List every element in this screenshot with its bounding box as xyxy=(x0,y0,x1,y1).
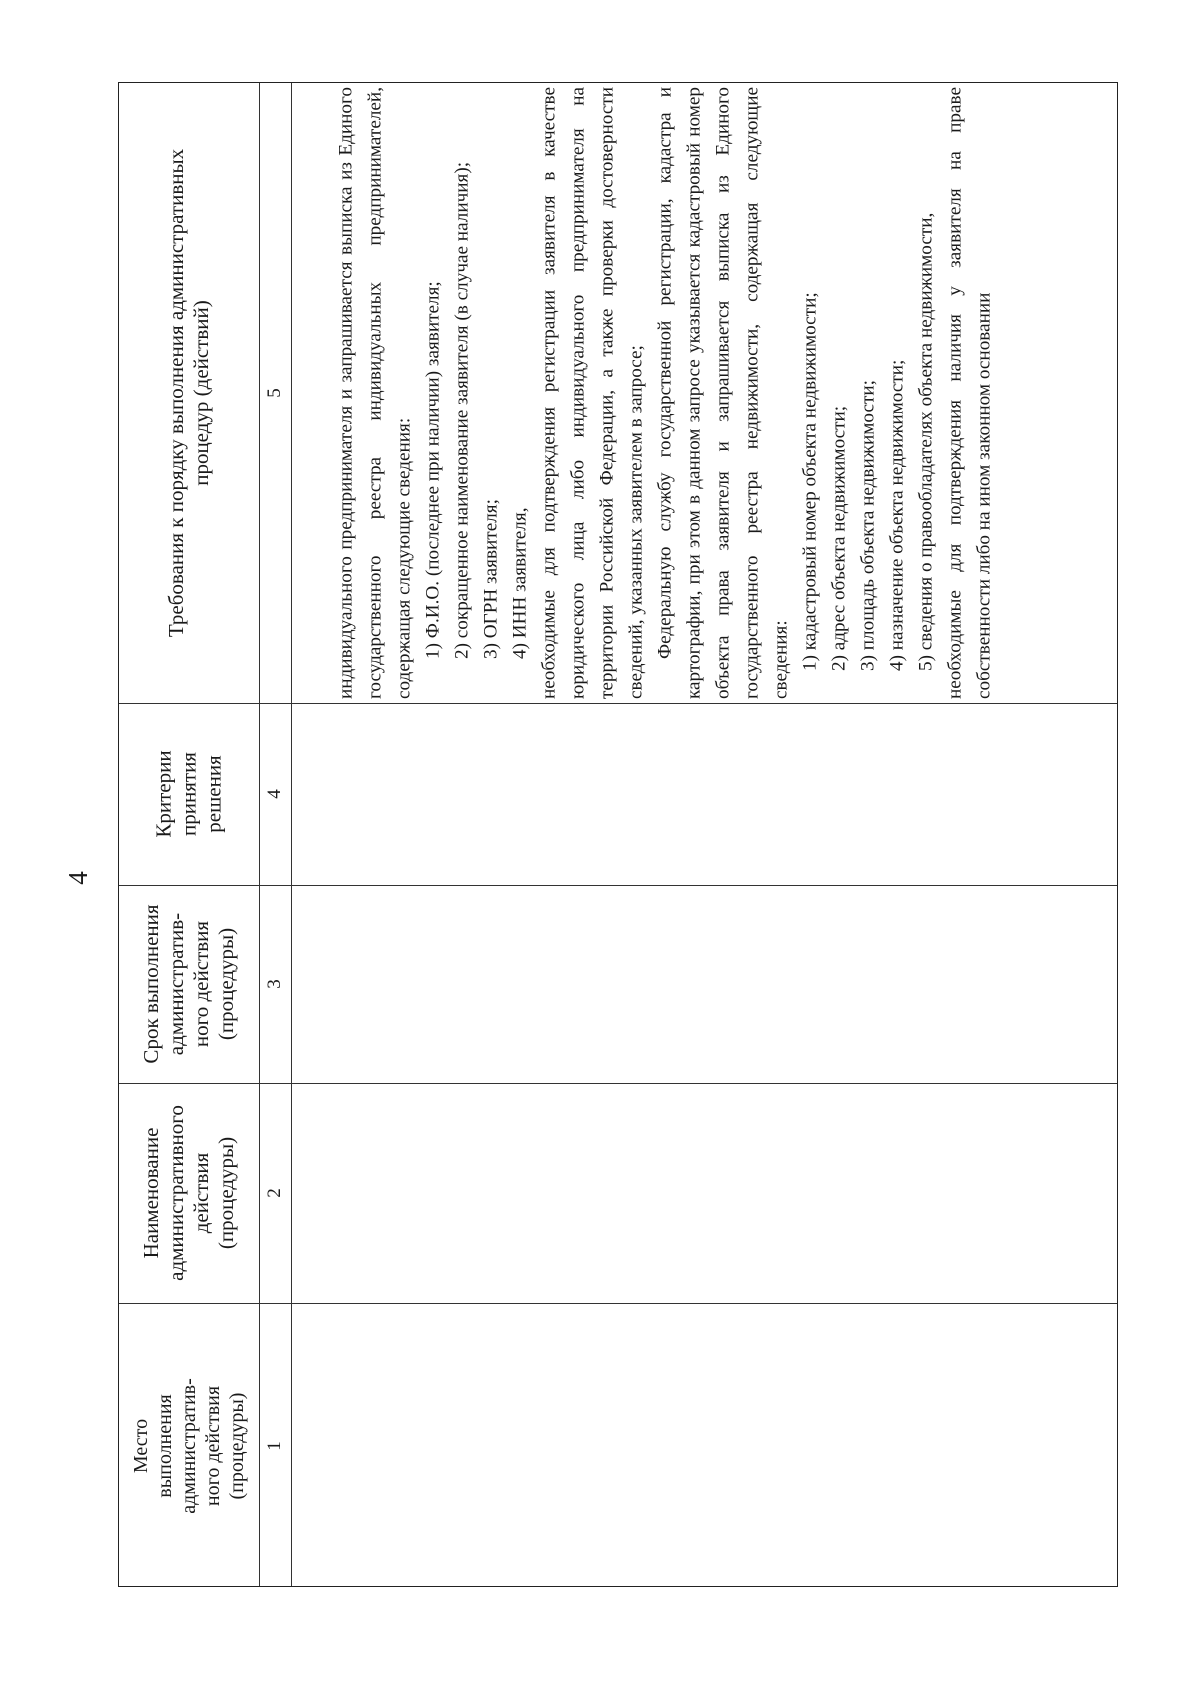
paragraph: 2) адрес объекта недвижимости; xyxy=(828,405,850,671)
header-text: Место xyxy=(130,1418,152,1473)
paragraph: 3) ОГРН заявителя; xyxy=(480,499,502,659)
paragraph: 4) ИНН заявителя, xyxy=(509,507,531,659)
column-number-text: 4 xyxy=(264,789,285,799)
paragraph: 4) назначение объекта недвижимости; xyxy=(886,359,908,671)
header-text: ного действия xyxy=(202,1385,224,1506)
column-number-5 xyxy=(259,83,291,703)
paragraph: необходимые для подтверждения наличия у заявителя на праве собственности либо на ином законном основании xyxy=(944,87,995,699)
header-text: (процедуры) xyxy=(214,927,238,1041)
paragraph: Федеральную службу государственной регистрации, кадастра и картографии, при этом в данном запросе указывается кадастровый номер объекта права заявителя и запрашивается выписка из Единого государственного реестра недвижимости, содержащая следующие сведения: xyxy=(654,87,792,699)
header-cell-place xyxy=(119,1303,259,1588)
header-text: Требования к порядку выполнения административных xyxy=(164,148,188,638)
paragraph: 1) кадастровый номер объекта недвижимости; xyxy=(799,292,821,671)
header-text: административного xyxy=(164,1105,188,1281)
column-number-text: 3 xyxy=(264,979,285,989)
column-number-2 xyxy=(259,1083,291,1303)
header-cell-requirements xyxy=(119,83,259,703)
column-number-3 xyxy=(259,885,291,1083)
page-number: 4 xyxy=(63,871,93,885)
requirements-text xyxy=(332,83,1077,703)
header-cell-action-name xyxy=(119,1083,259,1303)
header-cell-criteria xyxy=(119,703,259,885)
paragraph: 1) Ф.И.О. (последнее при наличии) заявителя; xyxy=(422,281,444,659)
column-number-text: 1 xyxy=(264,1440,285,1451)
paragraph: 5) сведения о правообладателях объекта недвижимости, xyxy=(915,212,937,671)
header-text: административ- xyxy=(178,1377,200,1514)
header-text: административ- xyxy=(164,912,188,1056)
header-cell-deadline xyxy=(119,885,259,1083)
header-text: (процедуры) xyxy=(226,1392,248,1499)
column-number-text: 2 xyxy=(264,1188,285,1198)
header-text: действия xyxy=(189,1152,213,1234)
column-number-1 xyxy=(259,1303,291,1588)
paragraph: индивидуального предпринимателя и запрашивается выписка из Единого государственного реестра индивидуальных предпринимателей, содержащая следующие сведения: xyxy=(335,87,415,699)
header-text: ного действия xyxy=(189,920,213,1048)
header-text: принятия xyxy=(176,752,201,836)
column-number-4 xyxy=(259,703,291,885)
paragraph: 2) сокращенное наименование заявителя (в случае наличия); xyxy=(451,161,473,659)
header-text: (процедуры) xyxy=(214,1136,238,1250)
header-text: Срок выполнения xyxy=(139,904,163,1064)
header-text: Наименование xyxy=(139,1127,163,1259)
requirements-body-cell xyxy=(291,83,1117,703)
column-number-text: 5 xyxy=(264,388,285,398)
procedures-table xyxy=(118,82,1118,1587)
header-text: процедур (действий) xyxy=(189,300,213,486)
header-text: выполнения xyxy=(154,1393,176,1498)
header-text: решения xyxy=(201,755,226,833)
paragraph: 3) площадь объекта недвижимости; xyxy=(857,380,879,671)
paragraph: необходимые для подтверждения регистрации заявителя в качестве юридического лица либо индивидуального предпринимателя на территории Российской Федерации, а также проверки достоверности сведений, указанных заявителем в запросе; xyxy=(538,87,647,699)
header-text: Критерии xyxy=(151,750,176,838)
